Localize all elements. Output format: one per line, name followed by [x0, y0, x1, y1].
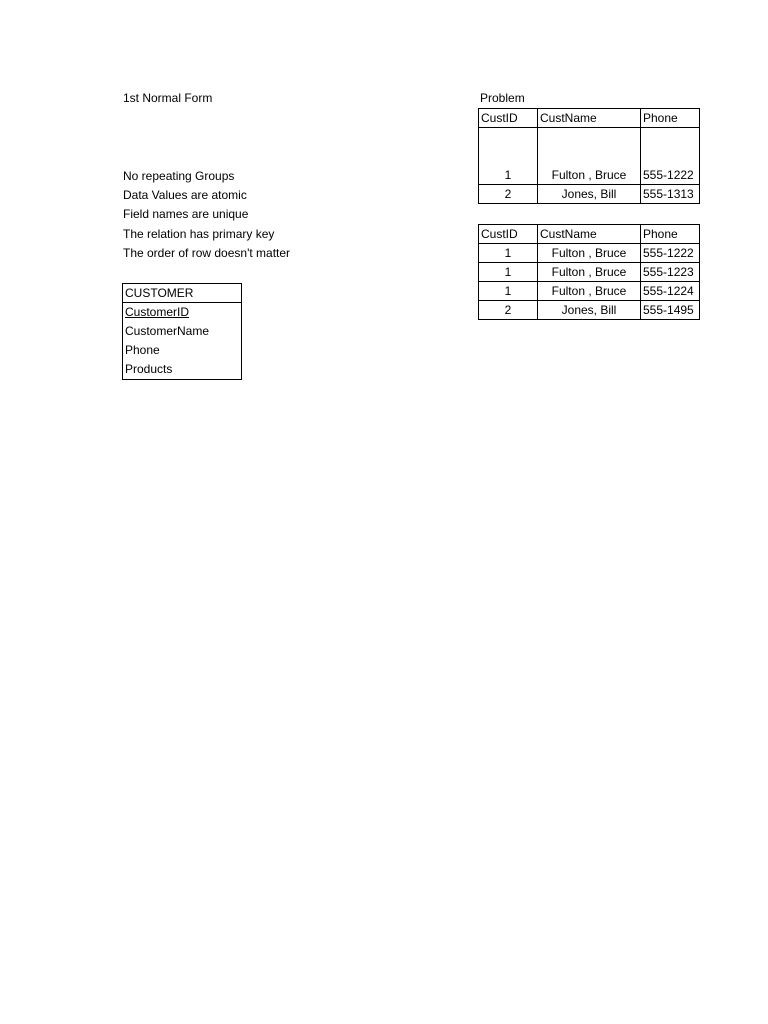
cell-phone: 555-1313	[641, 185, 700, 204]
table-row	[479, 244, 700, 263]
table-header-row	[479, 109, 700, 128]
cell-custid: 2	[479, 185, 538, 204]
solution-table	[478, 224, 700, 320]
cell-custname: Fulton , Bruce	[538, 128, 641, 185]
table-row	[479, 301, 700, 320]
cell-phone: 555-1495	[641, 301, 700, 320]
cell-custname: Jones, Bill	[538, 185, 641, 204]
rule-row-order: The order of row doesn't matter	[123, 246, 291, 260]
entity-field-customername: CustomerName	[125, 324, 210, 338]
header-custid: CustID	[479, 225, 538, 244]
header-phone: Phone	[641, 109, 700, 128]
cell-custname: Jones, Bill	[538, 301, 641, 320]
cell-custname: Fulton , Bruce	[538, 263, 641, 282]
cell-phone: 555-1224	[641, 282, 700, 301]
table-header-row	[479, 225, 700, 244]
cell-custid: 2	[479, 301, 538, 320]
cell-custid: 1	[479, 128, 538, 185]
problem-heading: Problem	[480, 91, 525, 105]
table-row	[479, 185, 700, 204]
table-row	[479, 263, 700, 282]
cell-phone: 555-1222	[641, 128, 700, 185]
entity-field-customerid: CustomerID	[125, 305, 190, 319]
entity-field-phone: Phone	[125, 343, 160, 357]
cell-custname: Fulton , Bruce	[538, 244, 641, 263]
table-row	[479, 128, 700, 185]
cell-custid: 1	[479, 244, 538, 263]
header-custname: CustName	[538, 109, 641, 128]
rule-no-repeating-groups: No repeating Groups	[123, 169, 235, 183]
rule-primary-key: The relation has primary key	[123, 227, 275, 241]
cell-custname: Fulton , Bruce	[538, 282, 641, 301]
page-title: 1st Normal Form	[123, 91, 213, 105]
entity-field-products: Products	[125, 362, 173, 376]
rule-atomic-values: Data Values are atomic	[123, 188, 247, 202]
cell-custid: 1	[479, 263, 538, 282]
customer-entity-box	[122, 283, 242, 380]
table-row	[479, 282, 700, 301]
header-custname: CustName	[538, 225, 641, 244]
entity-name: CUSTOMER	[123, 284, 241, 303]
rule-unique-field-names: Field names are unique	[123, 207, 249, 221]
cell-phone: 555-1222	[641, 244, 700, 263]
header-phone: Phone	[641, 225, 700, 244]
cell-custid: 1	[479, 282, 538, 301]
problem-table	[478, 108, 700, 204]
header-custid: CustID	[479, 109, 538, 128]
cell-phone: 555-1223	[641, 263, 700, 282]
